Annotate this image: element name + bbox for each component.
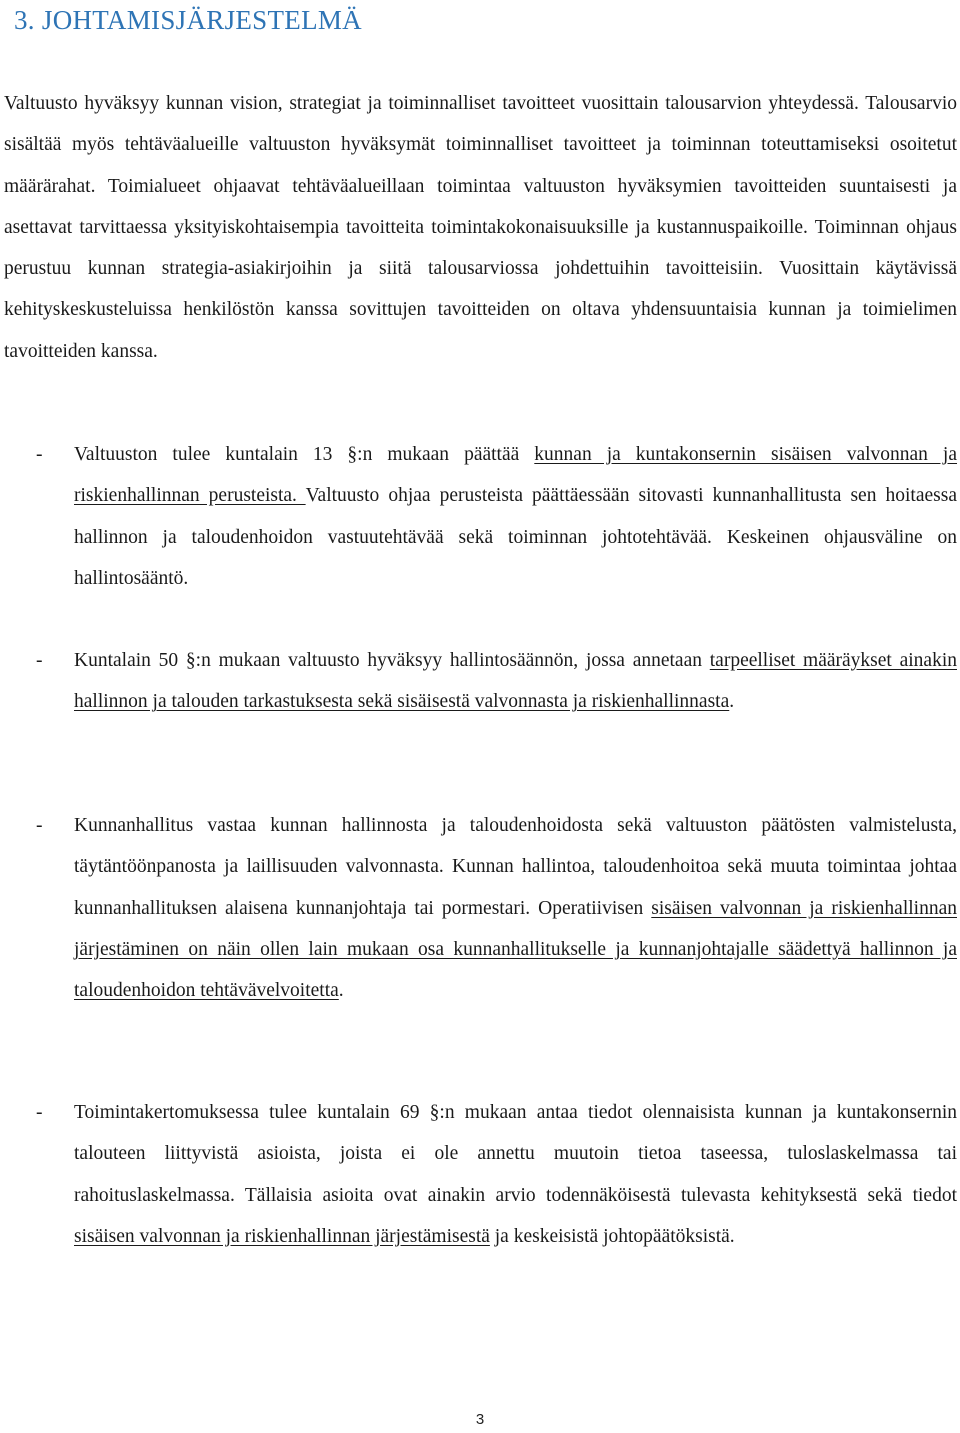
list-item-text	[74, 434, 957, 599]
list-dash: -	[36, 815, 43, 836]
item-text-underlined: tarpeelliset määräykset ainakin hallinnon ja talouden tarkastuksesta sekä sisäisestä valvonnasta ja riskienhallinnasta	[74, 650, 957, 713]
item-text-plain-end: ja keskeisistä johtopäätöksistä.	[489, 1225, 735, 1247]
item-text-plain: Toimintakertomuksessa tulee kuntalain 69 §:n mukaan antaa tiedot olennaisista kunnan ja kuntakonsernin talouteen liittyvistä asioista, joista ei ole annettu muutoin tietoa taseessa, tuloslaskelmassa tai rahoituslaskelmassa. Tällaisia asioita ovat ainakin arvio todennäköisestä tulevasta kehityksestä sekä tiedot	[74, 1102, 957, 1206]
intro-paragraph: Valtuusto hyväksyy kunnan vision, strategiat ja toiminnalliset tavoitteet vuosittain talousarvion yhteydessä. Talousarvio sisältää myös tehtäväalueille valtuuston hyväksymät toiminnalliset tavoitteet ja toiminnan toteuttamiseksi osoitetut määrärahat. Toimialueet ohjaavat tehtäväalueillaan toimintaa valtuuston hyväksymien tavoitteiden suuntaisesti ja asettavat tarvittaessa yksityiskohtaisempia tavoitteita toimintakokonaisuuksille ja kustannuspaikoille. Toiminnan ohjaus perustuu kunnan strategia-asiakirjoihin ja siitä talousarviossa johdettuihin tavoitteisiin. Vuosittain käytävissä kehityskeskusteluissa henkilöstön kanssa sovittujen tavoitteiden on oltava yhdensuuntaisia kunnan ja toimielimen tavoitteiden kanssa.	[4, 93, 957, 362]
list-dash: -	[36, 444, 43, 465]
section-heading: 3. JOHTAMISJÄRJESTELMÄ	[14, 5, 362, 35]
list-dash: -	[36, 1102, 43, 1123]
item-text-plain-end: .	[338, 980, 344, 1002]
item-text-plain-end: .	[729, 691, 735, 713]
item-text-underlined: sisäisen valvonnan ja riskienhallinnan järjestäminen on näin ollen lain mukaan osa kunnanhallitukselle ja kunnanjohtajalle säädettyä hallinnon ja taloudenhoidon tehtävävelvoitetta	[74, 897, 957, 1002]
list-item-text	[74, 805, 957, 1011]
item-text-underlined: sisäisen valvonnan ja riskienhallinnan järjestämisestä	[74, 1225, 490, 1247]
list-item-text	[74, 1092, 957, 1257]
item-text-underlined: kunnan ja kuntakonsernin sisäisen valvonnan ja riskienhallinnan perusteista.	[74, 444, 958, 507]
item-text-plain: Kuntalain 50 §:n mukaan valtuusto hyväksyy hallintosäännön, jossa annetaan	[74, 650, 710, 671]
list-item-text	[74, 640, 957, 723]
page-number: 3	[475, 1411, 485, 1428]
item-text-plain: Valtuuston tulee kuntalain 13 §:n mukaan päättää	[74, 444, 535, 465]
item-text-plain-end: Valtuusto ohjaa perusteista päättäessään sitovasti kunnanhallitusta sen hoitaessa hallinnon ja taloudenhoidon vastuutehtävää sekä toiminnan johtotehtävää. Keskeinen ohjausväline on hallintosääntö.	[74, 485, 957, 589]
list-dash: -	[36, 650, 43, 671]
item-text-plain: Kunnanhallitus vastaa kunnan hallinnosta ja taloudenhoidosta sekä valtuuston päätösten valmistelusta, täytäntöönpanosta ja laillisuuden valvonnasta. Kunnan hallintoa, taloudenhoitoa sekä muuta toimintaa johtaa kunnanhallituksen alaisena kunnanjohtaja tai pormestari. Operatiivisen	[74, 815, 957, 919]
